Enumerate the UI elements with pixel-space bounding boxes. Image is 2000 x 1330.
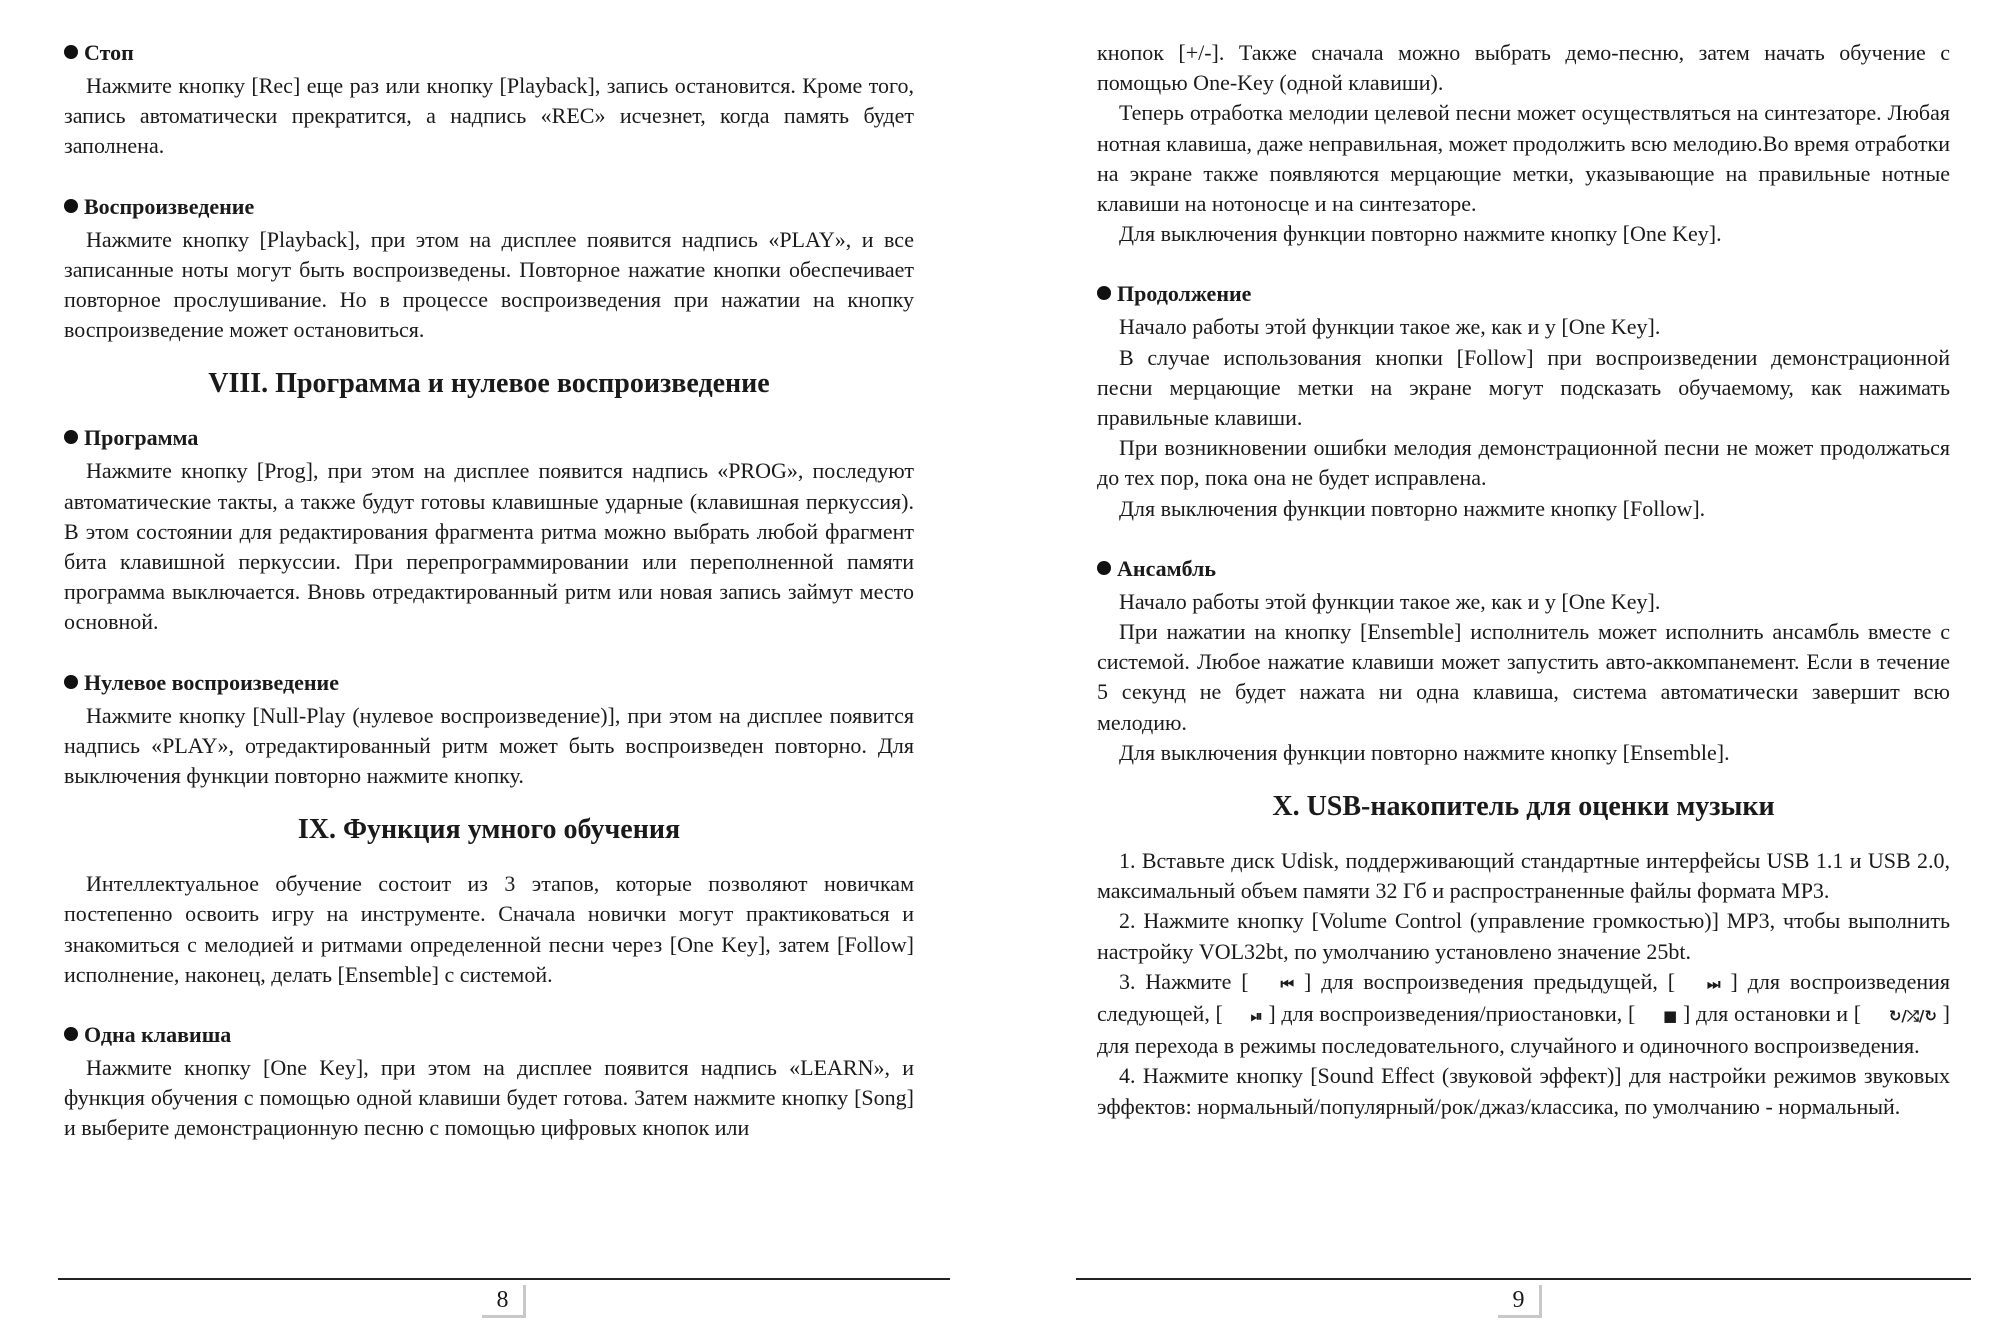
bullet-icon: [1097, 561, 1111, 575]
heading-stop-text: Стоп: [84, 40, 134, 65]
usb-item-1: 1. Вставьте диск Udisk, поддерживающий стандартные интерфейсы USB 1.1 и USB 2.0, максимальный объем памяти 32 Гб и распространенные файлы формата MP3.: [1097, 848, 1950, 904]
usb-item-3-part-d: ] для воспроизведения/приостановки, [: [1268, 1001, 1636, 1027]
bullet-icon: [64, 675, 78, 689]
paragraph-playback: Нажмите кнопку [Playback], при этом на дисплее появится надпись «PLAY», и все записанные ноты могут быть воспроизведены. Повторное нажатие кнопки обеспечивает повторное прослушивание. Но в процессе воспроизведения при нажатии на кнопку воспроизведение может остановиться.: [64, 226, 914, 343]
page-number: 9: [1498, 1285, 1542, 1318]
paragraph-follow-2: В случае использования кнопки [Follow] при воспроизведении демонстрационной песни мерцающие метки на экране могут подсказать обучаемому, как нажимать правильные клавиши.: [1097, 344, 1950, 431]
usb-item-3-part-a: 3. Нажмите [: [1119, 968, 1249, 994]
heading-playback-text: Воспроизведение: [84, 193, 255, 219]
heading-follow-text: Продолжение: [1117, 281, 1252, 307]
paragraph-follow-3: При возникновении ошибки мелодия демонстрационной песни не может продолжаться до тех пор, пока она не будет исправлена.: [1097, 435, 1950, 491]
usb-item-3-part-f: ] для перехода в режимы последовательного, случайного и одиночного воспроизведения.: [1097, 1001, 1950, 1059]
heading-playback: [64, 192, 914, 222]
paragraph-ensemble-2: При нажатии на кнопку [Ensemble] исполнитель может исполнить ансамбль вместе с системой. Любое нажатие клавиши может запустить авто-аккомпанемент. Если в течение 5 секунд не будет нажата ни одна клавиша, система автоматически завершит всю мелодию.: [1097, 619, 1950, 735]
bullet-icon: [64, 1027, 78, 1041]
page-number: 8: [482, 1285, 526, 1318]
previous-track-icon: ⏮: [1280, 974, 1295, 993]
heading-follow: [1097, 279, 1950, 309]
heading-onekey: [64, 1020, 914, 1050]
usb-item-2: 2. Нажмите кнопку [Volume Control (управление громкостью)] MP3, чтобы выполнить настройку VOL32bt, по умолчанию установлено значение 25bt.: [1097, 908, 1950, 964]
heading-nullplay: [64, 668, 914, 698]
next-track-icon: ⏭: [1707, 974, 1721, 993]
usb-item-3-part-c: ] для воспроизведения следующей, [: [1097, 968, 1951, 1027]
right-column: [1097, 38, 1950, 1122]
section-9-title: IX. Функция умного обучения: [297, 814, 681, 846]
stop-icon: ■: [1663, 1007, 1678, 1026]
footer-rule: [1076, 1278, 1971, 1280]
repeat-shuffle-single-icon: ↻/⤮/↻: [1888, 1007, 1937, 1026]
usb-item-3: [1097, 967, 1950, 1062]
usb-item-4: 4. Нажмите кнопку [Sound Effect (звуковой эффект)] для настройки режимов звуковых эффектов: нормальный/популярный/рок/джаз/классика, по умолчанию - нормальный.: [1097, 1063, 1950, 1119]
paragraph-section9-intro: Интеллектуальное обучение состоит из 3 этапов, которые позволяют новичкам постепенно освоить игру на инструменте. Сначала новички могут практиковаться и знакомиться с мелодией и ритмами определенной песни через [One Key], затем [Follow] исполнение, наконец, делать [Ensemble] с системой.: [64, 871, 914, 987]
paragraph-onekey-cont-2: Теперь отработка мелодии целевой песни может осуществляться на синтезаторе. Любая нотная клавиша, даже неправильная, может продолжить всю мелодию.Во время отработки на экране также появляются мерцающие метки, указывающие на правильные нотные клавиши на нотоносце и на синтезаторе.: [1097, 100, 1950, 217]
paragraph-program: Нажмите кнопку [Prog], при этом на дисплее появится надпись «PROG», последуют автоматические такты, а также будут готовы клавишные ударные (клавишная перкуссия). В этом состоянии для редактирования фрагмента ритма можно выбрать любой фрагмент бита клавишной перкуссии. При перепрограммировании или переполненной памяти программа выключается. Вновь отредактированный ритм или новая запись займут место основной.: [64, 458, 914, 635]
usb-item-3-part-b: ] для воспроизведения предыдущей, [: [1303, 968, 1676, 994]
heading-stop: [64, 38, 914, 68]
left-column: [64, 38, 914, 1144]
right-page: [1000, 0, 2000, 1330]
paragraph-follow-4: Для выключения функции повторно нажмите кнопку [Follow].: [1119, 495, 1706, 521]
paragraph-follow-1: Начало работы этой функции такое же, как и у [One Key].: [1119, 314, 1661, 340]
bullet-icon: [64, 45, 78, 59]
paragraph-onekey: Нажмите кнопку [One Key], при этом на дисплее появится надпись «LEARN», и функция обучения с помощью одной клавиши будет готова. Затем нажмите кнопку [Song] и выберите демонстрационную песню с помощью цифровых кнопок или: [64, 1055, 914, 1141]
paragraph-onekey-cont-1: кнопок [+/-]. Также сначала можно выбрать демо-песню, затем начать обучение с помощью One-Key (одной клавиши).: [1097, 40, 1950, 96]
heading-program-text: Программа: [84, 425, 199, 451]
heading-ensemble: [1097, 554, 1950, 584]
paragraph-ensemble-3: Для выключения функции повторно нажмите кнопку [Ensemble].: [1119, 739, 1730, 765]
heading-program: [64, 423, 914, 453]
bullet-icon: [1097, 286, 1111, 300]
heading-onekey-text: Одна клавиша: [84, 1022, 232, 1048]
footer-rule: [58, 1278, 950, 1280]
bullet-icon: [64, 430, 78, 444]
usb-item-3-part-e: ] для остановки и [: [1682, 1001, 1862, 1027]
play-pause-icon: ⏯: [1250, 1007, 1263, 1026]
paragraph-nullplay: Нажмите кнопку [Null-Play (нулевое воспроизведение)], при этом на дисплее появится надпись «PLAY», отредактированный ритм может быть воспроизведен повторно. Для выключения функции повторно нажмите кнопку.: [64, 702, 914, 789]
section-8-title: VIII. Программа и нулевое воспроизведение: [208, 368, 770, 400]
heading-ensemble-text: Ансамбль: [1117, 555, 1217, 581]
paragraph-stop: Нажмите кнопку [Rec] еще раз или кнопку [Playback], запись остановится. Кроме того, запись автоматически прекратится, а надпись «REC» исчезнет, когда память будет заполнена.: [64, 73, 914, 159]
paragraph-onekey-cont-3: Для выключения функции повторно нажмите кнопку [One Key].: [1119, 221, 1722, 247]
bullet-icon: [64, 199, 78, 213]
paragraph-ensemble-1: Начало работы этой функции такое же, как и у [One Key].: [1119, 588, 1661, 614]
heading-nullplay-text: Нулевое воспроизведение: [84, 669, 339, 695]
section-10-title: X. USB-накопитель для оценки музыки: [1272, 791, 1775, 823]
